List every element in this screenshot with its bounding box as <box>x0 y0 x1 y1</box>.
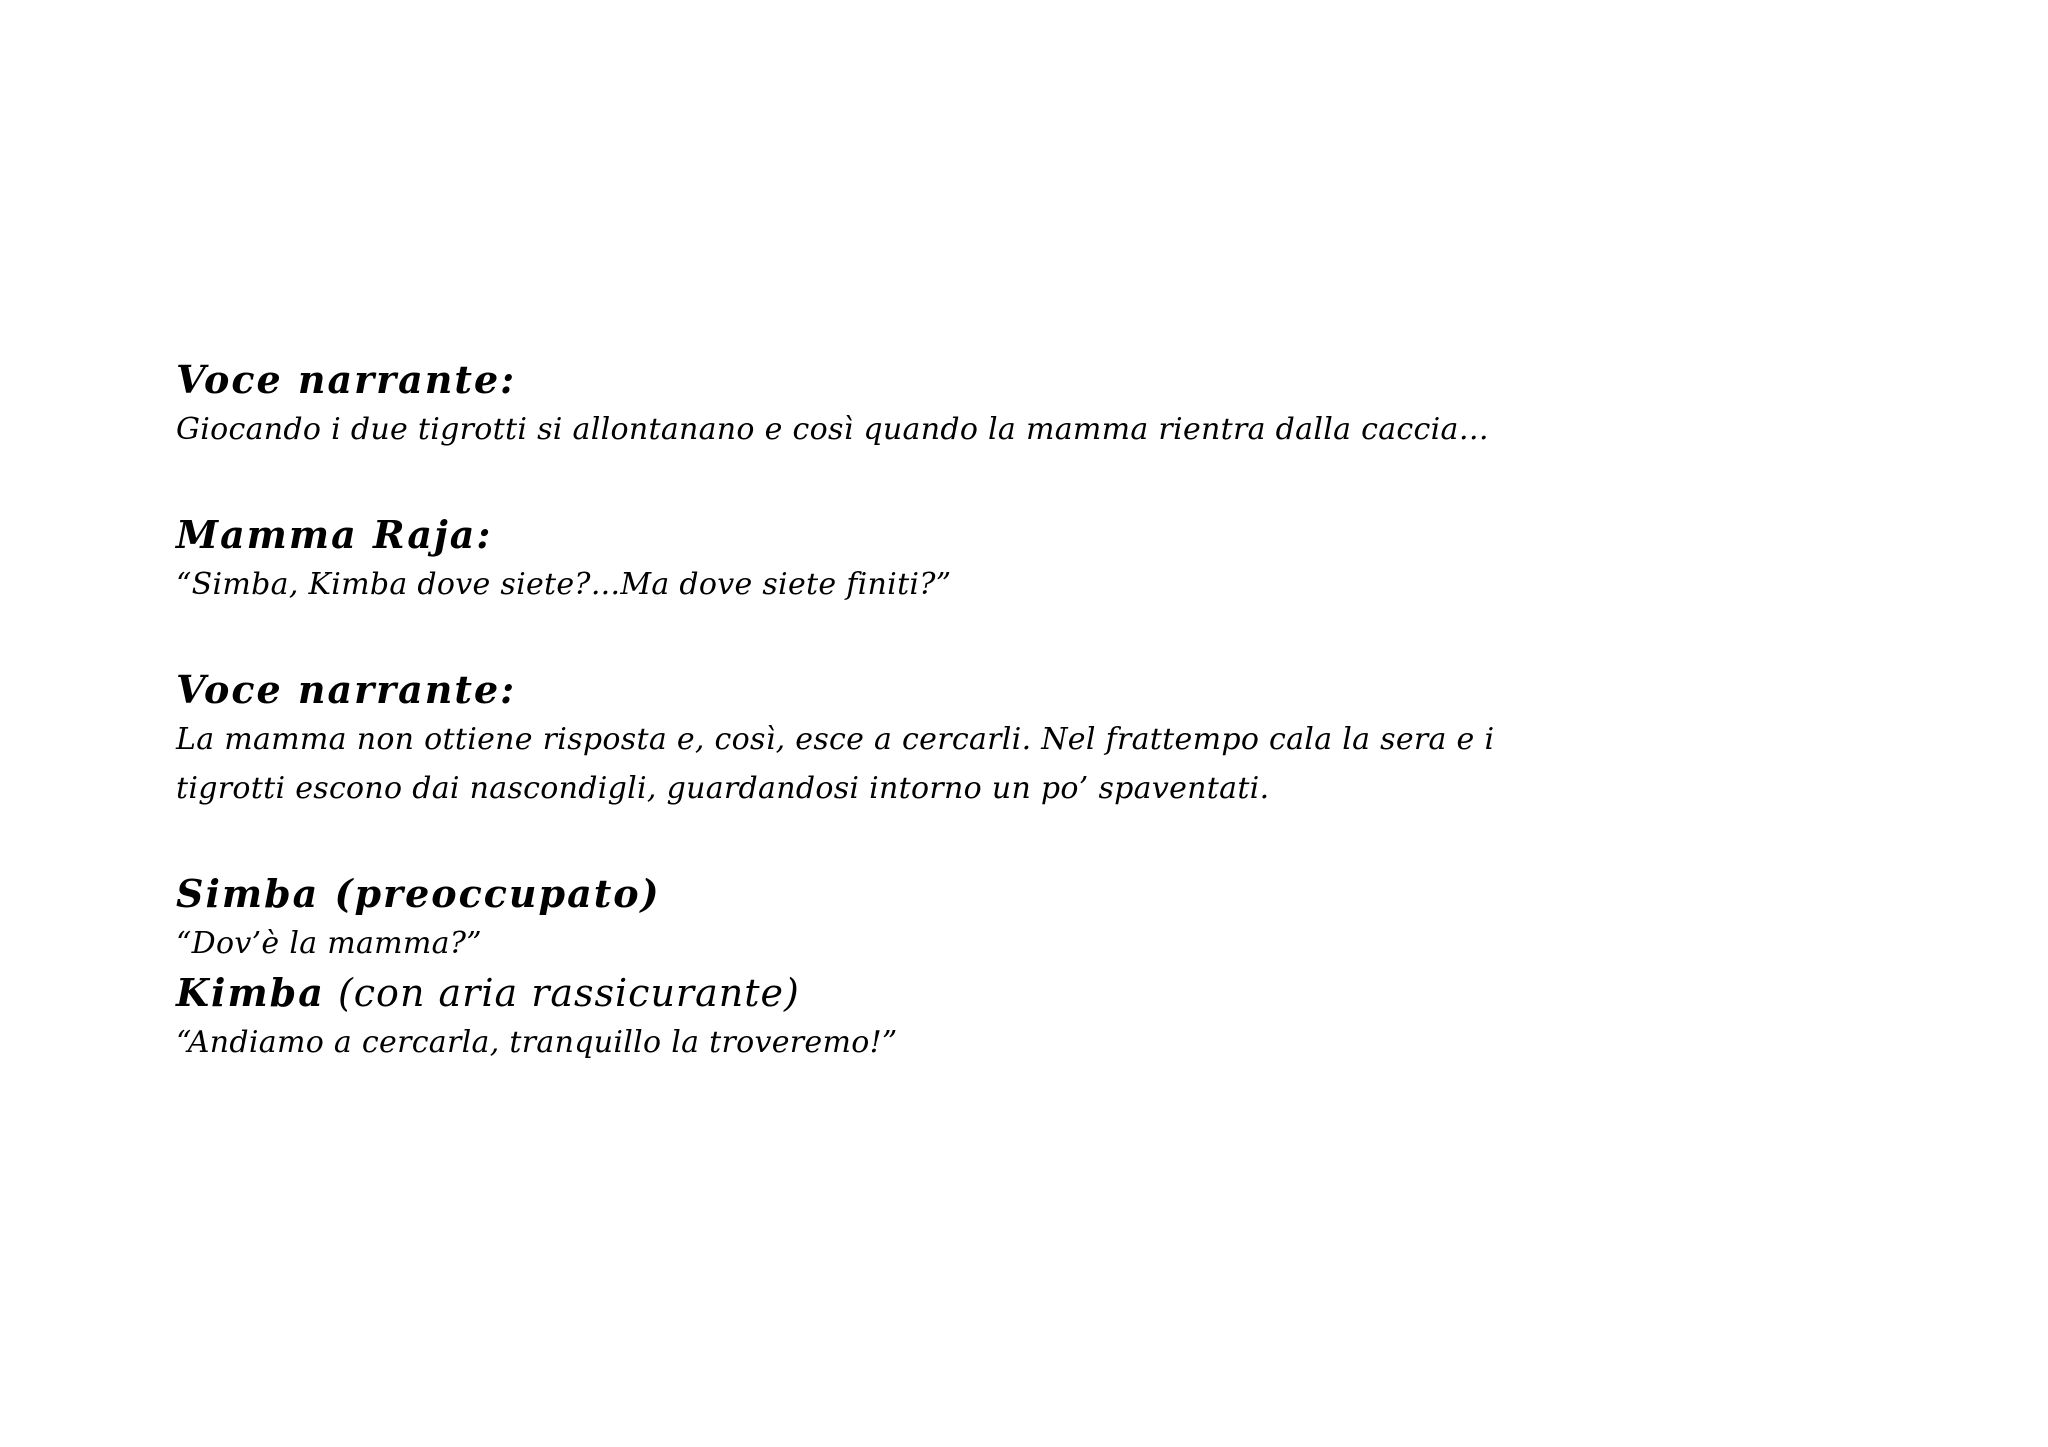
dialogue-line: tigrotti escono dai nascondigli, guardandosi intorno un po’ spaventati. <box>176 771 1270 806</box>
block-spacer <box>176 454 1976 510</box>
dialogue-block <box>176 355 1976 454</box>
dialogue-block <box>176 510 1976 609</box>
block-spacer <box>176 813 1976 869</box>
dialogue-line: “Simba, Kimba dove siete?...Ma dove siete finiti?” <box>176 567 952 602</box>
speaker-name: Kimba <box>176 970 325 1015</box>
speaker-name: Voce narrante: <box>176 667 517 712</box>
stage-direction: (con aria rassicurante) <box>324 971 800 1015</box>
block-spacer <box>176 609 1976 665</box>
dialogue-block <box>176 665 1976 813</box>
dialogue-block <box>176 869 1976 1067</box>
dialogue-line: “Andiamo a cercarla, tranquillo la troveremo!” <box>176 1025 898 1060</box>
script-text <box>176 355 1976 1067</box>
speaker-name-with-note <box>176 968 1976 1018</box>
speaker-name: Mamma Raja: <box>176 512 493 557</box>
dialogue-line: La mamma non ottiene risposta e, così, esce a cercarli. Nel frattempo cala la sera e i <box>176 722 1495 757</box>
dialogue-line: Giocando i due tigrotti si allontanano e così quando la mamma rientra dalla caccia… <box>176 412 1490 447</box>
dialogue-line: “Dov’è la mamma?” <box>176 926 482 961</box>
speaker-name: Simba (preoccupato) <box>176 871 661 916</box>
speaker-name: Voce narrante: <box>176 357 517 402</box>
